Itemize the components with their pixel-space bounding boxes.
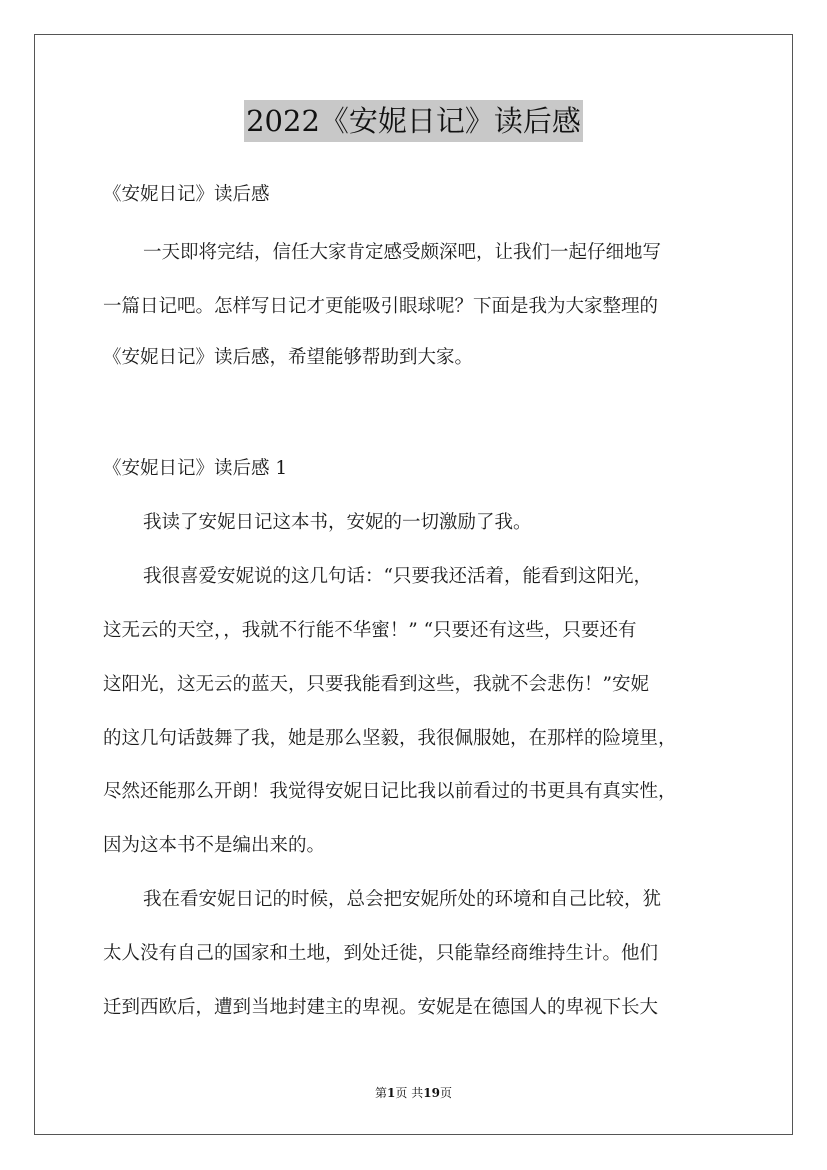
intro-line: 一天即将完结，信任大家肯定感受颇深吧，让我们一起仔细地写 [143,242,662,263]
footer-page-current: 1 [387,1086,396,1100]
intro-line: 《安妮日记》读后感，希望能够帮助到大家。 [103,347,474,368]
subtitle: 《安妮日记》读后感 [103,184,270,205]
footer-prefix: 第 [375,1086,388,1100]
body-line: 的这几句话鼓舞了我，她是那么坚毅，我很佩服她，在那样的险境里， [103,728,677,749]
body-line: 这阳光，这无云的蓝天，只要我能看到这些，我就不会悲伤！”安妮 [103,674,649,695]
body-line: 尽然还能那么开朗！我觉得安妮日记比我以前看过的书更具有真实性， [103,781,677,802]
section-heading: 《安妮日记》读后感 1 [103,458,288,479]
body-line: 我在看安妮日记的时候，总会把安妮所处的环境和自己比较，犹 [143,889,662,910]
intro-line: 一篇日记吧。怎样写日记才更能吸引眼球呢？下面是我为大家整理的 [103,296,659,317]
body-line: 迁到西欧后，遭到当地封建主的卑视。安妮是在德国人的卑视下长大 [103,997,659,1018]
footer-mid: 页 共 [395,1086,424,1100]
body-line: 我读了安妮日记这本书，安妮的一切激励了我。 [143,512,532,533]
body-line: 因为这本书不是编出来的。 [103,835,326,856]
body-line: 这无云的天空，，我就不行能不华蜜！” “只要还有这些，只要还有 [103,620,637,641]
footer-page-total: 19 [423,1086,440,1100]
page-footer [0,1084,827,1101]
body-line: 我很喜爱安妮说的这几句话：“只要我还活着，能看到这阳光， [143,566,652,587]
document-title: 2022《安妮日记》读后感 [244,100,583,142]
body-line: 太人没有自己的国家和土地，到处迁徙，只能靠经商维持生计。他们 [103,943,659,964]
title-container [0,100,827,142]
footer-suffix: 页 [439,1086,452,1100]
